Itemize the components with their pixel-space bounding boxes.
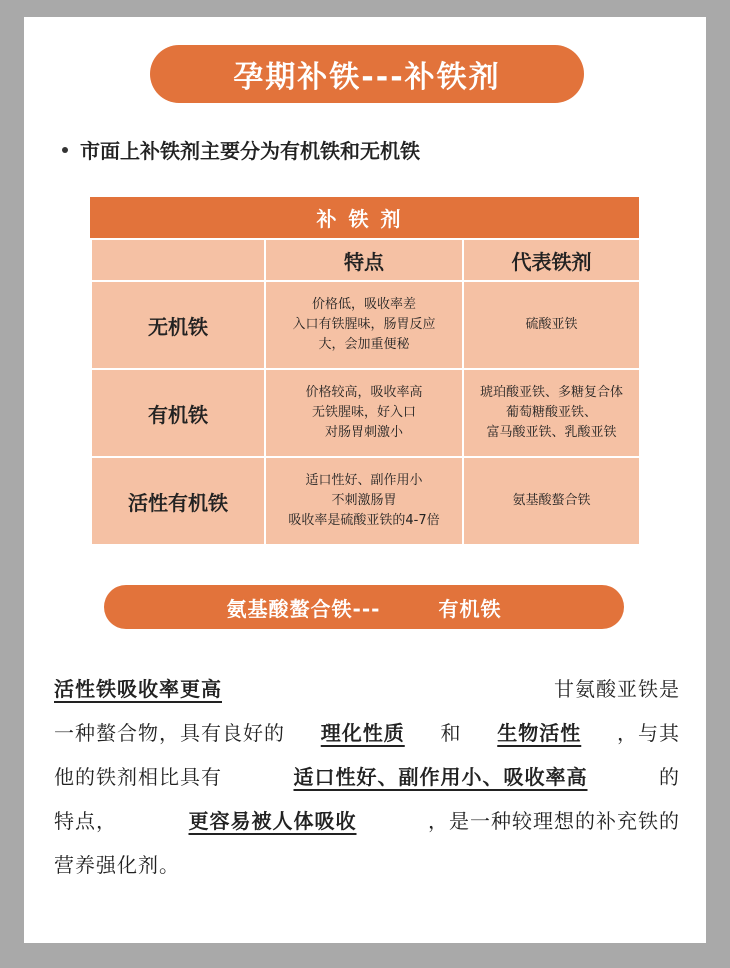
row-representatives (463, 457, 640, 545)
rep-line: 葡萄糖酸亚铁、 (505, 405, 597, 420)
paragraph-line (54, 667, 680, 711)
table-row (91, 369, 640, 457)
feature-line: 无铁腥味，好入口 (311, 405, 416, 420)
row-name: 有机铁 (91, 369, 265, 457)
text-span: 的 (659, 765, 680, 789)
table-header-row (91, 239, 640, 281)
row-features (265, 281, 463, 369)
subtitle-right: 有机铁 (438, 596, 502, 621)
highlight-easier-absorption: 更容易被人体吸收 (188, 809, 357, 833)
row-features (265, 369, 463, 457)
table-header-corner (91, 239, 265, 281)
highlight-absorption: 活性铁吸收率更高 (54, 677, 222, 701)
feature-line: 价格较高，吸收率高 (305, 385, 423, 400)
row-name: 无机铁 (91, 281, 265, 369)
highlight-bioactivity: 生物活性 (497, 721, 582, 745)
content-card (24, 17, 706, 943)
row-representatives (463, 281, 640, 369)
paragraph-line (54, 843, 680, 887)
bullet-item (62, 135, 420, 164)
bullet-dot-icon (62, 147, 68, 153)
iron-supplement-table (90, 197, 639, 546)
paragraph-line (54, 799, 680, 843)
table-title: 补铁剂 (90, 197, 639, 238)
rep-line: 琥珀酸亚铁、多糖复合体 (479, 385, 623, 400)
table-row (91, 457, 640, 545)
text-span: 和 (440, 721, 462, 745)
text-span: ，是一种较理想的补充铁的 (428, 809, 680, 833)
page-title: 孕期补铁---补铁剂 (150, 45, 584, 103)
row-features (265, 457, 463, 545)
highlight-benefits: 适口性好、副作用小、吸收率高 (293, 765, 588, 789)
text-span: 特点， (54, 809, 117, 833)
subtitle-left: 氨基酸螯合铁--- (226, 596, 381, 621)
text-span: 他的铁剂相比具有 (54, 765, 222, 789)
feature-line: 入口有铁腥味，肠胃反应 (292, 317, 436, 332)
row-name: 活性有机铁 (91, 457, 265, 545)
text-span: 甘氨酸亚铁是 (554, 677, 680, 701)
feature-line: 不刺激肠胃 (331, 493, 397, 508)
text-span: ，与其 (617, 721, 680, 745)
section-subtitle (104, 585, 624, 629)
table-grid (90, 238, 641, 546)
rep-line: 硫酸亚铁 (525, 317, 578, 332)
paragraph-line (54, 755, 680, 799)
rep-line: 氨基酸螯合铁 (512, 493, 591, 508)
text-span: 营养强化剂。 (54, 853, 180, 877)
rep-line: 富马酸亚铁、乳酸亚铁 (486, 425, 617, 440)
feature-line: 价格低，吸收率差 (311, 297, 416, 312)
feature-line: 适口性好、副作用小 (305, 473, 423, 488)
feature-line: 大，会加重便秘 (318, 337, 410, 352)
table-header-features: 特点 (265, 239, 463, 281)
table-row (91, 281, 640, 369)
table-header-representatives: 代表铁剂 (463, 239, 640, 281)
paragraph-line (54, 711, 680, 755)
text-span: 一种螯合物，具有良好的 (54, 721, 285, 745)
row-representatives (463, 369, 640, 457)
feature-line: 吸收率是硫酸亚铁的4-7倍 (288, 513, 440, 528)
description-paragraph (54, 667, 680, 887)
bullet-text: 市面上补铁剂主要分为有机铁和无机铁 (80, 139, 420, 163)
feature-line: 对肠胃刺激小 (324, 425, 403, 440)
highlight-physicochemical: 理化性质 (320, 721, 405, 745)
